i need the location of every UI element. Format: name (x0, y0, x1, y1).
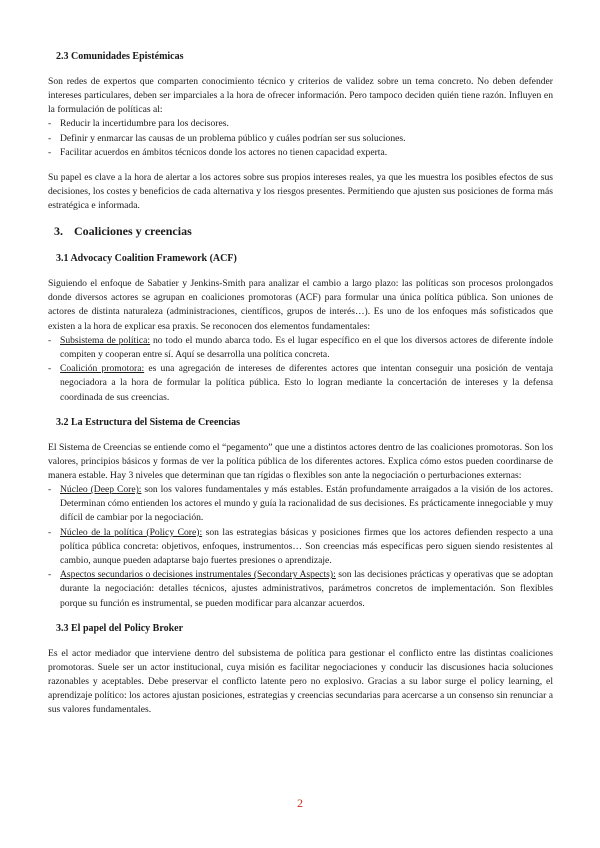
list-item: - Reducir la incertidumbre para los decisores. (48, 117, 553, 131)
bullet-dash: - (48, 484, 52, 496)
bullet-dash: - (48, 363, 52, 375)
term: Subsistema de política: (60, 334, 151, 346)
list-item: - Núcleo de la política (Policy Core): son las estrategias básicas y posiciones firmes que los actores defienden respecto a una política pública concreta: objetivos, enfoques, instrumentos… Son creencias más específicas pero siguen siendo resistentes al cambio, aunque pueden adaptarse bajo fuertes presiones o aprendizaje. (48, 526, 553, 567)
section-title: Coaliciones y creencias (74, 224, 192, 239)
bullet-dash: - (48, 334, 52, 346)
list-item: - Coalición promotora: es una agregación de intereses de diferentes actores que intentan conseguir una posición de ventaja negociadora a la hora de formular la política pública. Esto lo logran mediante la concertación de intereses y la defensa coordinada de sus creencias. (48, 363, 553, 403)
term: Núcleo (Deep Core): (60, 484, 142, 496)
list-item: - Facilitar acuerdos en ámbitos técnicos donde los actores no tienen capacidad experta. (48, 146, 553, 160)
section-3-1-list (48, 334, 553, 405)
list-item: - Definir y enmarcar las causas de un problema público y cuáles podrían ser sus soluciones. (48, 132, 553, 146)
bullet-dash: - (48, 118, 52, 130)
bullet-dash: - (48, 526, 52, 538)
section-heading-3-3: 3.3 El papel del Policy Broker (56, 622, 184, 634)
section-heading-3-2: 3.2 La Estructura del Sistema de Creencias (56, 416, 240, 428)
bullet-dash: - (48, 569, 52, 581)
term: Núcleo de la política (Policy Core): (60, 526, 203, 538)
section-3-1-intro: Siguiendo el enfoque de Sabatier y Jenkins-Smith para analizar el cambio a largo plazo: las políticas son procesos prolongados donde diversos actores se agrupan en coaliciones promotoras (ACF) para formular una única política pública. Son uniones de actores de distinta naturaleza (administraciones, científicos, grupos de interés…). Es uno de los enfoques más sofisticados que existen a la hora de explicar esa praxis. Se reconocen dos elementos fundamentales: (48, 278, 553, 332)
section-2-3-closing: Su papel es clave a la hora de alertar a los actores sobre sus propios intereses reales, ya que les muestra los posibles efectos de sus decisiones, los costes y beneficios de cada alternativa y los riesgos presentes. Permitiendo que ajusten sus posiciones de forma más estratégica e informada. (48, 171, 553, 212)
list-item: - Núcleo (Deep Core): son los valores fundamentales y más estables. Están profundamente arraigados a la visión de los actores. Determinan cómo entienden los actores el mundo y guía la racionalidad de sus decisiones. Es prácticamente innegociable y muy difícil de cambiar por la negociación. (48, 484, 553, 524)
section-3-2-list (48, 483, 553, 611)
term: Coalición promotora: (60, 363, 145, 375)
section-3-3-body: Es el actor mediador que interviene dentro del subsistema de política para gestionar el conflicto entre las distintas coaliciones promotoras. Suele ser un actor institucional, cuya misión es facilitar negociaciones y conducir las discusiones hacia soluciones razonables y aceptables. Debe preservar el conflicto latente pero no explosivo. Gracias a su labor surge el policy learning, el aprendizaje político: los actores ajustan posiciones, estrategias y creencias secundarias para acercarse a un consenso sin renunciar a sus valores fundamentales. (48, 647, 553, 716)
section-number: 3. (54, 224, 63, 239)
bullet-dash: - (48, 146, 52, 158)
bullet-dash: - (48, 132, 52, 144)
section-heading-3 (54, 223, 553, 241)
section-3-2-intro: El Sistema de Creencias se entiende como el “pegamento” que une a distintos actores dentro de las coaliciones promotoras. Son los valores, principios básicos y formas de ver la política pública de los diferentes actores. Explica cómo estos pueden coordinarse de manera estable. Hay 3 niveles que determinan que tan rígidas o flexibles son ante la negociación o perturbaciones externas: (48, 441, 553, 481)
page-number: 2 (297, 796, 303, 810)
section-2-3-intro: Son redes de expertos que comparten conocimiento técnico y criterios de validez sobre un tema concreto. No deben defender intereses particulares, deben ser imparciales a la hora de ofrecer información. Pero tampoco deciden quién tiene razón. Influyen en la formulación de políticas al: (48, 75, 553, 116)
section-heading-3-1: 3.1 Advocacy Coalition Framework (ACF) (56, 253, 237, 265)
page-content (48, 50, 553, 718)
list-item: - Subsistema de política: no todo el mundo abarca todo. Es el lugar específico en el que los diversos actores de diferente índole compiten y cooperan entre sí. Aquí se desarrolla una política concreta. (48, 334, 553, 360)
section-2-3-list (48, 117, 553, 160)
list-item: - Aspectos secundarios o decisiones instrumentales (Secondary Aspects): son las decisiones prácticas y operativas que se adoptan durante la negociación: detalles técnicos, ajustes administrativos, parámetros concretos de implementación. Son flexibles porque su función es instrumental, se pueden modificar para alcanzar acuerdos. (48, 569, 553, 609)
term: Aspectos secundarios o decisiones instrumentales (Secondary Aspects): (60, 569, 336, 581)
section-heading-2-3: 2.3 Comunidades Epistémicas (56, 51, 184, 62)
